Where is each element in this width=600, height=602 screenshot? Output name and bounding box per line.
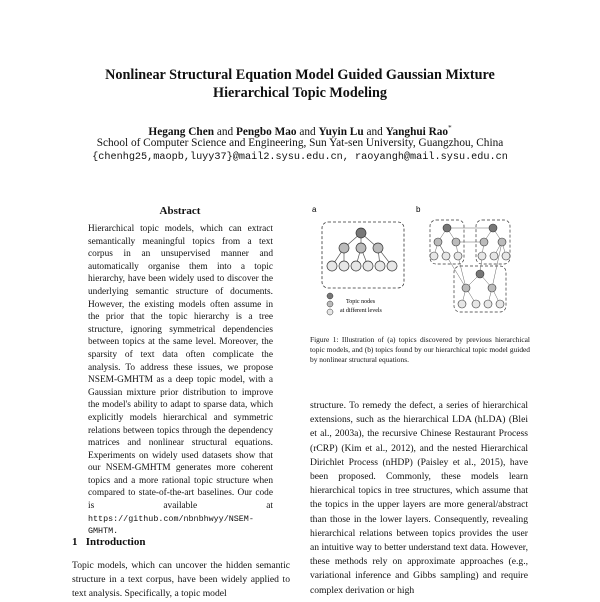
author-4: Yanghui Rao: [385, 125, 449, 138]
column-1-text: Topic models, which can uncover the hidden semantic structure in a text corpus, have been widely applied to text analysis. Specifically, a topic model: [72, 560, 290, 600]
panel-b-graph: [430, 220, 510, 312]
corresponding-mark: *: [448, 124, 452, 132]
section-heading-introduction: 1 Introduction: [72, 536, 146, 548]
author-sep-2: and: [299, 125, 316, 138]
author-2: Pengbo Mao: [235, 125, 297, 138]
author-emails: {chenhg25,maopb,luyy37}@mail2.sysu.edu.cn, raoyangh@mail.sysu.edu.cn: [92, 152, 508, 163]
author-sep-3: and: [366, 125, 383, 138]
panel-b-label: b: [416, 205, 421, 214]
root-node: [356, 228, 366, 238]
author-1: Hegang Chen: [148, 125, 214, 138]
figure-caption: Figure 1: Illustration of (a) topics discovered by previous hierarchical topic models, and (b) topics found by our hierarchical topic model guided by nonlinear structural equations.: [310, 335, 530, 364]
title-line-1: Nonlinear Structural Equation Model Guided Gaussian Mixture: [105, 67, 495, 83]
affiliation: School of Computer Science and Engineering, Sun Yat-sen University, Guangzhou, China: [96, 137, 504, 149]
abstract-heading: Abstract: [159, 205, 201, 217]
code-url-link[interactable]: https://github.com/nbnbhwyy/NSEM-GMHTM.: [88, 513, 254, 537]
legend-line-2: at different levels: [340, 308, 382, 314]
abstract-body: [88, 223, 273, 538]
abstract-text: Hierarchical topic models, which can extract semantically meaningful topics from a text corpus in an unsupervised manner and automatically organise them into a topic hierarchy, have been widely used to discover the underlying semantic structure of documents. However, the existing models often assume in the prior that the topic hierarchy is a tree structure, ignoring symmetrical dependencies between topics at the same level. Moreover, the sparsity of text data often complicate the analysis. To address these issues, we propose NSEM-GMHTM as a deep topic model, with a Gaussian mixture prior distribution to improve the model's ability to adapt to sparse data, which explicitly models hierarchical and symmetric relations between topics through the dependency matrices and nonlinear structural equations. Experiments on widely used datasets show that our NSEM-GMHTM generates more coherent topics and a more rational topic structure when compared to state-of-the-art baselines. Our code is available at: [88, 224, 273, 512]
author-3: Yuyin Lu: [318, 125, 364, 138]
paper-title: [0, 66, 600, 102]
figure-1: [306, 200, 534, 328]
figure-legend: [327, 293, 383, 315]
author-sep-1: and: [216, 125, 234, 138]
panel-a-label: a: [312, 205, 317, 214]
column-2-text: structure. To remedy the defect, a series of hierarchical extensions, such as the hierarchical LDA (hLDA) (Blei et al., 2003a), the recursive Chinese Restaurant Process (rCRP) (Kim et al., 2012), and the nested Hierarchical Dirichlet Process (nHDP) (Paisley et al., 2015), have been proposed. Commonly, these models learn hierarchical topics in tree structures, which assume that the topics in the upper layers are more general/abstract than those in the lower layers. Consequently, revealing hierarchical relations between topics provides the user an intuitive way to better understand text data. However, these methods rely on approximate approaches (e.g., variational inference and Gibbs sampling) and require complex derivation or high: [310, 400, 528, 596]
title-line-2: Hierarchical Topic Modeling: [213, 85, 387, 101]
panel-a-tree: [322, 222, 404, 288]
legend-line-1: Topic nodes: [346, 299, 376, 305]
